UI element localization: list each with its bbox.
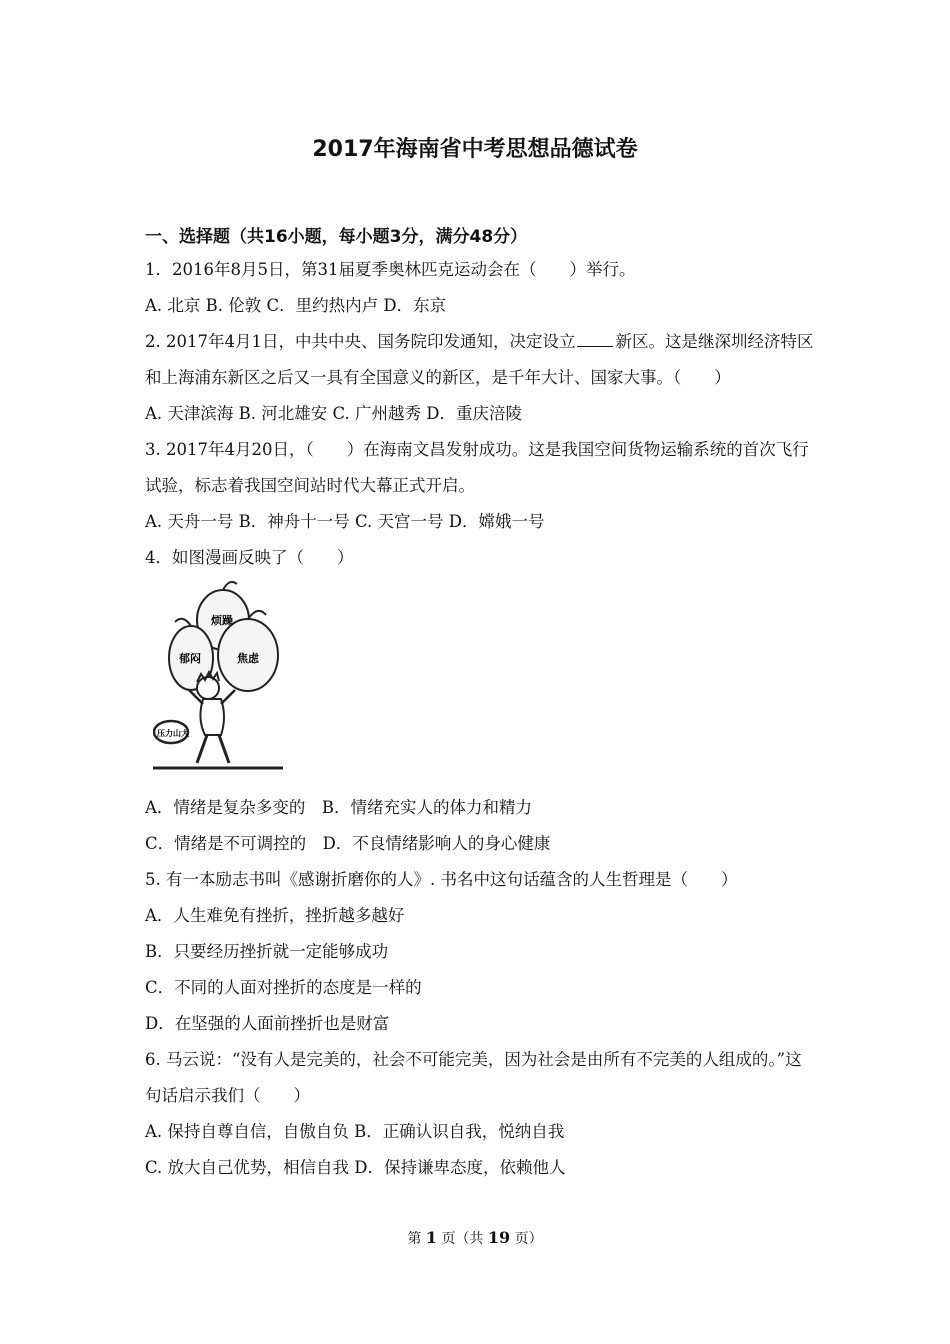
footer-text: 页（共 (441, 1231, 484, 1247)
question-options: A. 保持自尊自信，自傲自负 B．正确认识自我，悦纳自我 (145, 1122, 565, 1141)
question-options: D．在坚强的人面前挫折也是财富 (145, 1014, 390, 1033)
question-options: A．情绪是复杂多变的 B．情绪充实人的体力和精力 (145, 798, 533, 817)
question-options: A. 天舟一号 B．神舟十一号 C. 天宫一号 D．嫦娥一号 (145, 512, 545, 531)
question-stem: 1．2016年8月5日，第31届夏季奥林匹克运动会在（ ）举行。 (145, 260, 636, 279)
page-number: 1 (425, 1228, 437, 1247)
question-options: B．只要经历挫折就一定能够成功 (145, 942, 389, 961)
question-list (145, 252, 815, 1186)
question-options: C．情绪是不可调控的 D．不良情绪影响人的身心健康 (145, 834, 551, 853)
question-stem: 6. 马云说：“没有人是完美的，社会不可能完美，因为社会是由所有不完美的人组成的。”这 句话启示我们（ ） (145, 1050, 802, 1105)
bag-label: 烦躁 (211, 614, 233, 627)
question-stem: 3. 2017年4月20日，（ ）在海南文昌发射成功。这是我国空间货物运输系统的首次飞行试验，标志着我国空间站时代大幕正式开启。 (145, 440, 809, 495)
cartoon-figure (153, 580, 293, 780)
total-pages: 19 (487, 1228, 511, 1247)
badge-label: 压力山大 (157, 729, 189, 738)
cartoon-illustration (153, 580, 293, 780)
fill-blank (577, 332, 613, 347)
question-options: C. 放大自己优势，相信自我 D．保持谦卑态度，依赖他人 (145, 1158, 566, 1177)
question-options: A. 天津滨海 B. 河北雄安 C. 广州越秀 D．重庆涪陵 (145, 404, 523, 423)
question-stem: 4．如图漫画反映了（ ） (145, 548, 354, 567)
question-stem: 5. 有一本励志书叫《感谢折磨你的人》. 书名中这句话蕴含的人生哲理是（ ） (145, 870, 738, 889)
footer-text: 页） (514, 1231, 543, 1247)
bag-label: 焦虑 (237, 652, 259, 665)
question-options: A. 北京 B. 伦敦 C．里约热内卢 D．东京 (145, 296, 447, 315)
stem-part: 新区。这是继深圳经济特区和上海浦东新区之后又一具有全国意义的新区，是千年大计、国家大事。（ ） (145, 332, 814, 387)
page-footer (0, 1228, 950, 1248)
section-heading: 一、选择题（共16小题，每小题3分，满分48分） (145, 227, 528, 247)
stem-part: 2. 2017年4月1日，中共中央、国务院印发通知，决定设立 (145, 332, 576, 351)
bag-label: 郁闷 (179, 652, 201, 665)
footer-text: 第 (407, 1231, 422, 1247)
question-stem (145, 324, 815, 396)
page-title: 2017年海南省中考思想品德试卷 (312, 137, 638, 162)
question-options: C．不同的人面对挫折的态度是一样的 (145, 978, 422, 997)
question-options: A．人生难免有挫折，挫折越多越好 (145, 906, 405, 925)
